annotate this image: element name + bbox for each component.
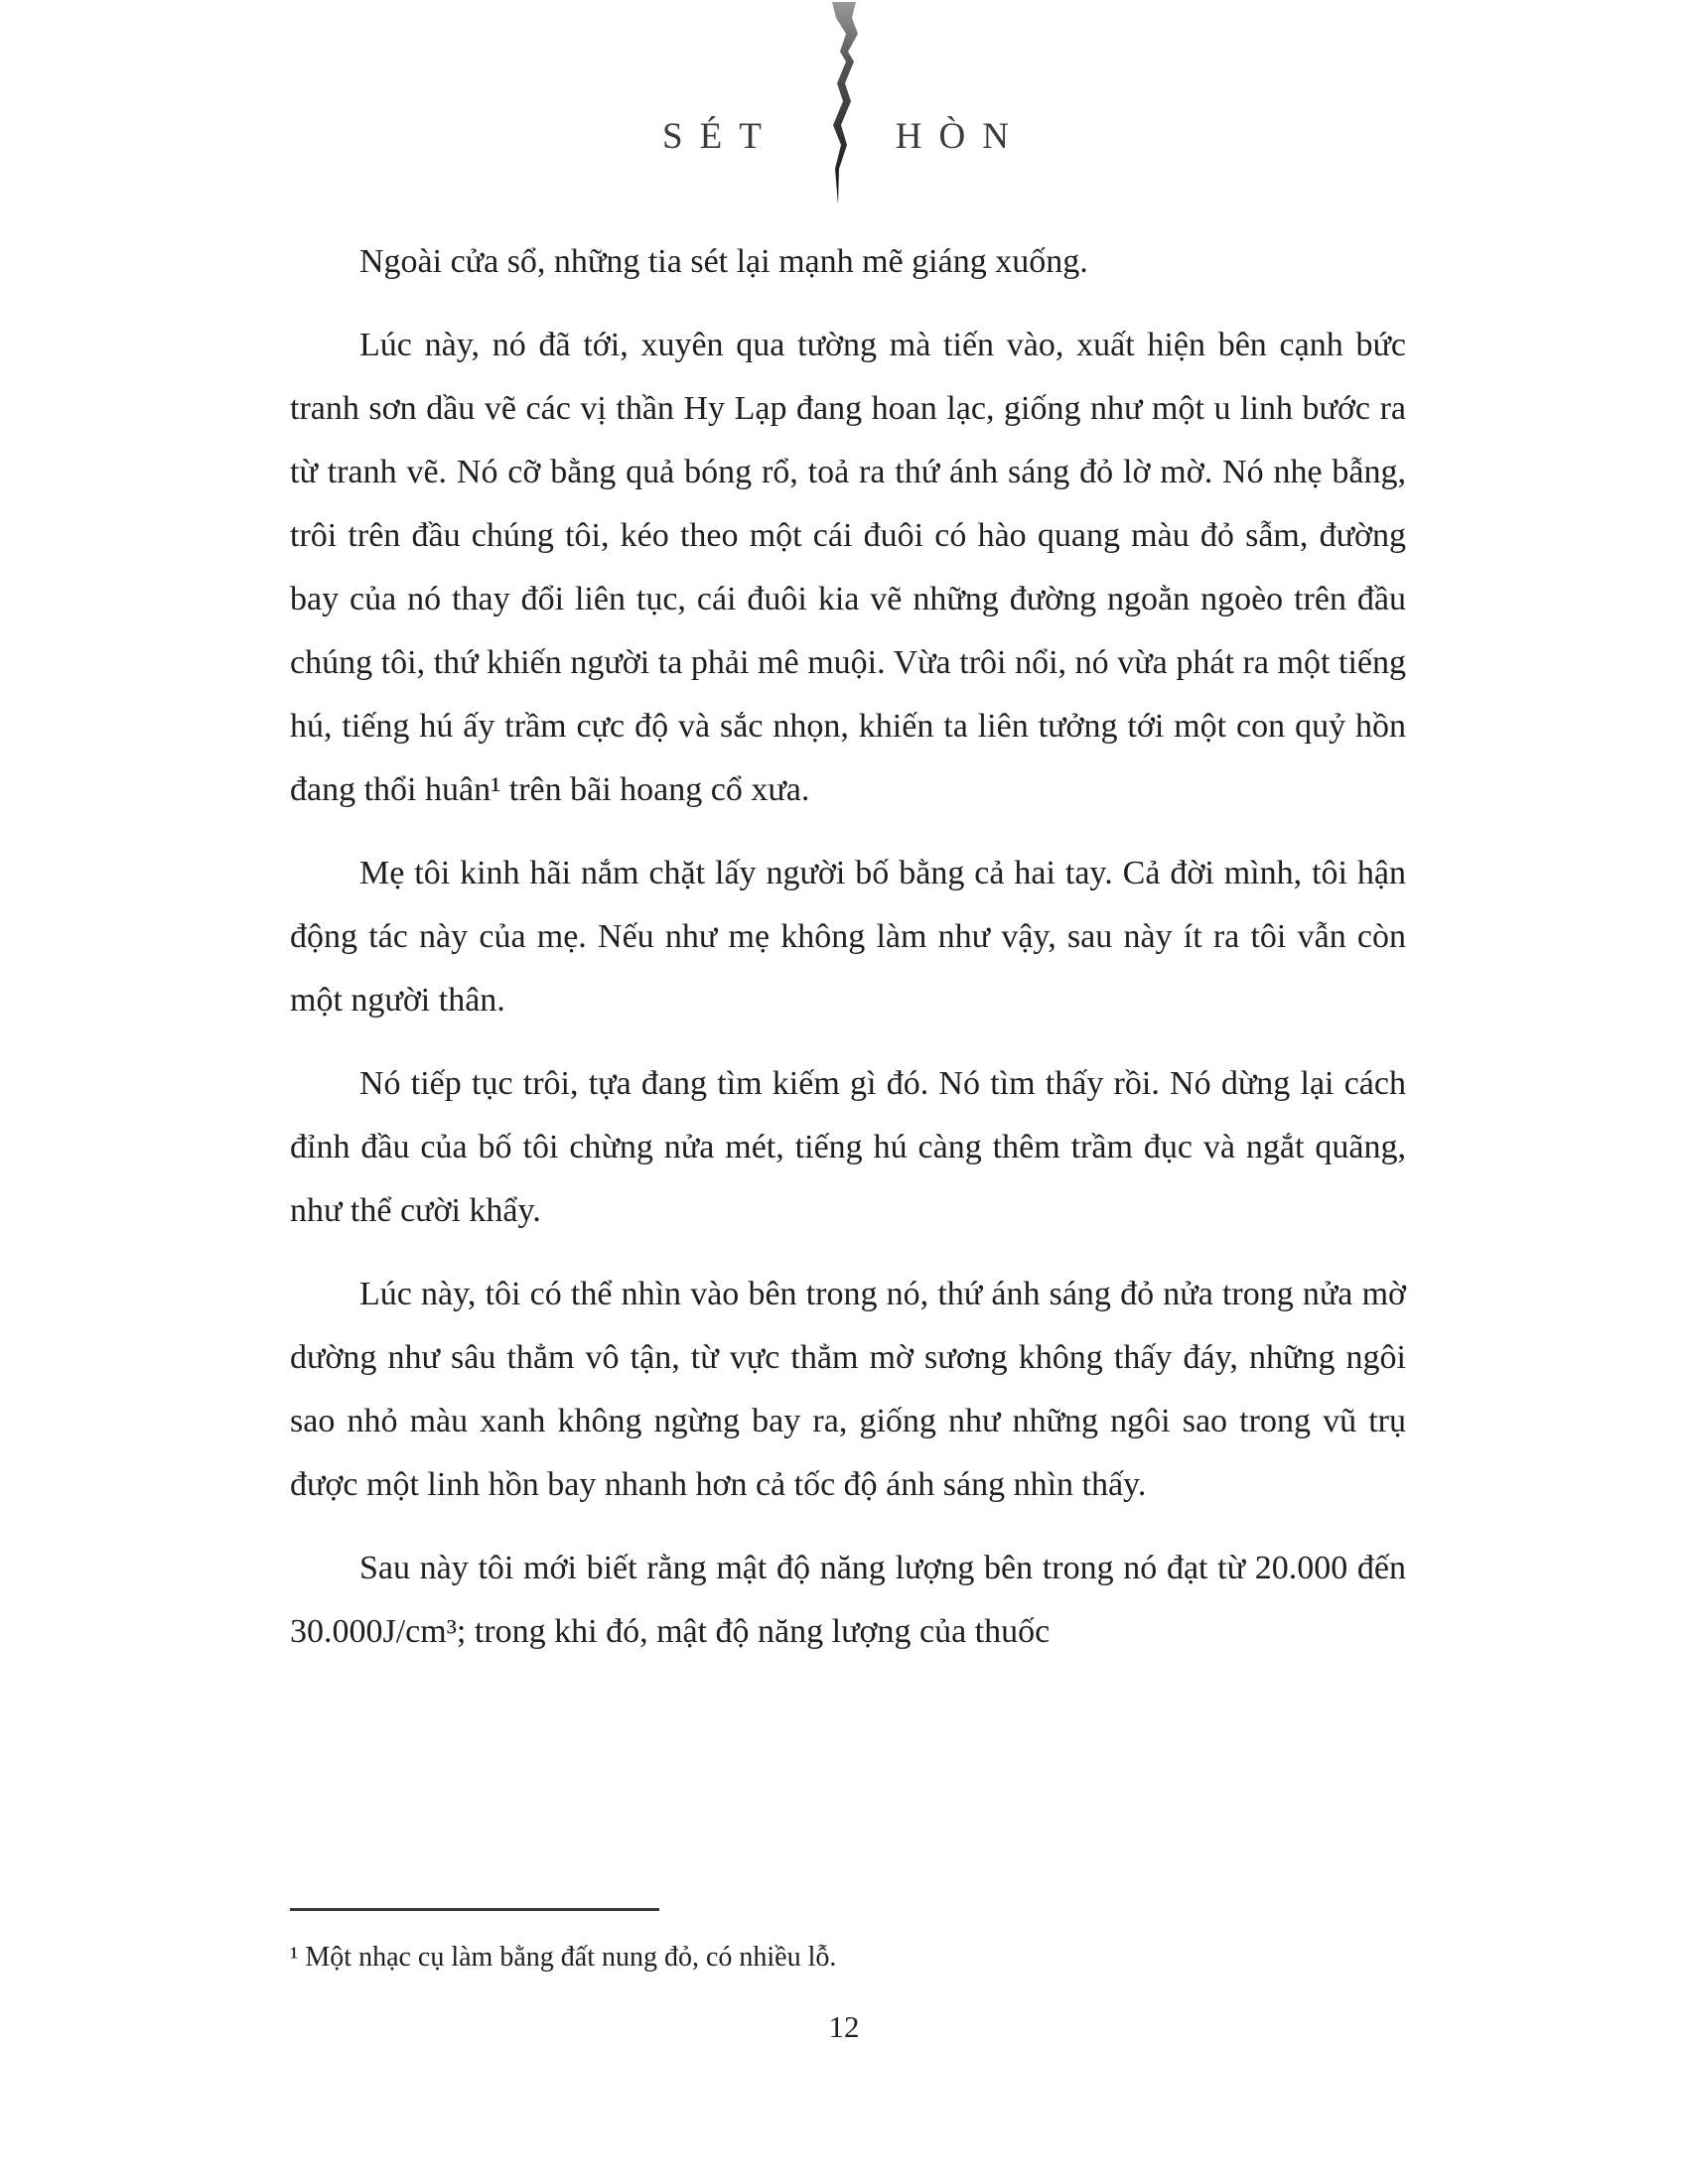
paragraph-1: Ngoài cửa sổ, những tia sét lại mạnh mẽ giáng xuống. (359, 243, 1088, 280)
footnote-divider (290, 1908, 659, 1911)
paragraph-2: Lúc này, nó đã tới, xuyên qua tường mà tiến vào, xuất hiện bên cạnh bức tranh sơn dầu vẽ các vị thần Hy Lạp đang hoan lạc, giống như một u linh bước ra từ tranh vẽ. Nó cỡ bằng quả bóng rổ, toả ra thứ ánh sáng đỏ lờ mờ. Nó nhẹ bẫng, trôi trên đầu chúng tôi, kéo theo một cái đuôi có hào quang màu đỏ sẫm, đường bay của nó thay đổi liên tục, cái đuôi kia vẽ những đường ngoằn ngoèo trên đầu chúng tôi, thứ khiến người ta phải mê muội. Vừa trôi nổi, nó vừa phát ra một tiếng hú, tiếng hú ấy trầm cực độ và sắc nhọn, khiến ta liên tưởng tới một con quỷ hồn đang thổi huân¹ trên bãi hoang cổ xưa. (290, 327, 1406, 808)
page-number: 12 (828, 2009, 860, 2044)
book-title-left: SÉT (662, 116, 778, 157)
page-body (290, 230, 1406, 1664)
paragraph-5: Lúc này, tôi có thể nhìn vào bên trong nó, thứ ánh sáng đỏ nửa trong nửa mờ dường như sâu thẳm vô tận, từ vực thẳm mờ sương không thấy đáy, những ngôi sao nhỏ màu xanh không ngừng bay ra, giống như những ngôi sao trong vũ trụ được một linh hồn bay nhanh hơn cả tốc độ ánh sáng nhìn thấy. (290, 1276, 1406, 1503)
book-title-right: HÒN (895, 116, 1026, 157)
paragraph-6: Sau này tôi mới biết rằng mật độ năng lượng bên trong nó đạt từ 20.000 đến 30.000J/cm³; trong khi đó, mật độ năng lượng của thuốc (290, 1550, 1406, 1650)
page-header (0, 115, 1688, 158)
paragraph-4: Nó tiếp tục trôi, tựa đang tìm kiếm gì đó. Nó tìm thấy rồi. Nó dừng lại cách đỉnh đầu của bố tôi chừng nửa mét, tiếng hú càng thêm trầm đục và ngắt quãng, như thể cười khẩy. (290, 1065, 1406, 1229)
paragraph-3: Mẹ tôi kinh hãi nắm chặt lấy người bố bằng cả hai tay. Cả đời mình, tôi hận động tác này của mẹ. Nếu như mẹ không làm như vậy, sau này ít ra tôi vẫn còn một người thân. (290, 855, 1406, 1019)
lightning-bolt-icon (812, 0, 876, 212)
footnote: ¹ Một nhạc cụ làm bằng đất nung đỏ, có nhiều lỗ. (290, 1942, 837, 1973)
